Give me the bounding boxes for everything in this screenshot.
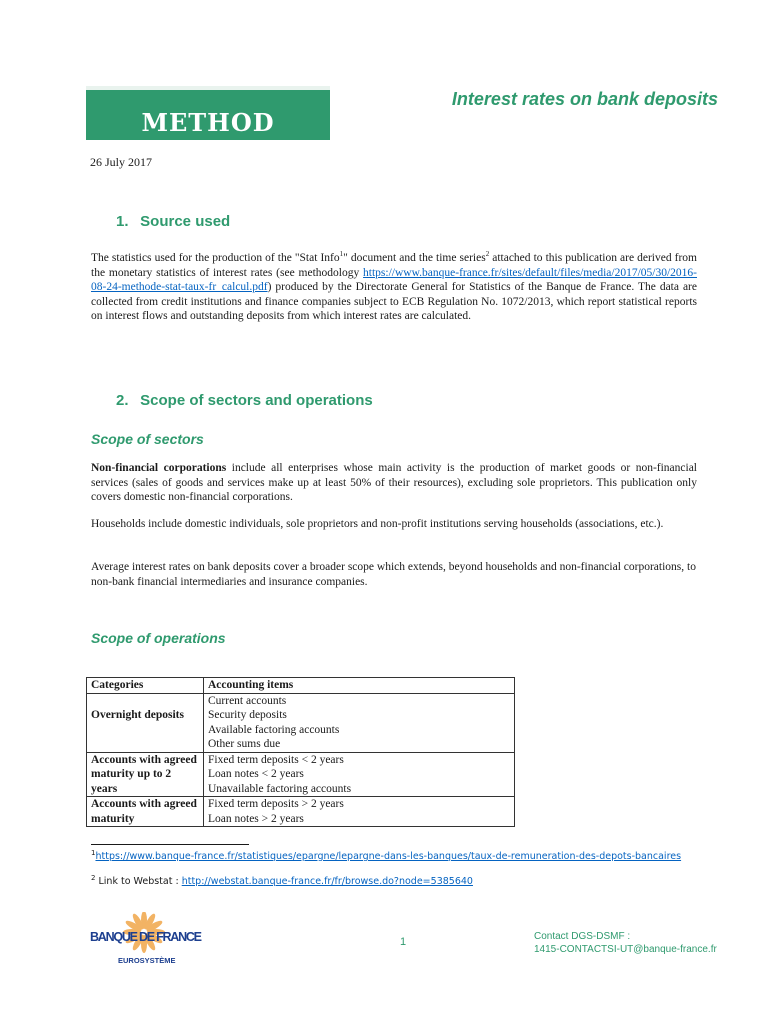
methodology-link[interactable]: https://www.banque-france.fr/sites/default/files/media/2017/05/30/2016-08-24-methode-stat-taux-fr_calcul.pdf: [91, 266, 697, 293]
nfc-paragraph: Non-financial corporations include all enterprises whose main activity is the production of market goods or non-financial services (sales of goods and services make up at least 50% of their resources), excluding sole proprietors. This publication only covers domestic non-financial corporations.: [91, 462, 698, 503]
svg-text:EUROSYSTÈME: EUROSYSTÈME: [118, 956, 176, 965]
source-paragraph: The statistics used for the production of the "Stat Info$^1$" document and the time series$^2$ attached to this publication are derived from the monetary statistics of interest rates (see methodology https://www.banque-france.fr/sites/default/files/media/2017/05/30/2016-08-24-methode-stat-taux-fr_calcul.pdf) produced by the Directorate General for Statistics of the Banque de France. The data are collected from credit institutions and finance companies subject to ECB Regulation No. 1072/2013, which report statistical reports on interest flows and outstanding deposits from which interest rates are calculated.: [91, 250, 697, 322]
category-cell: Accounts with agreed maturity up to 2 years: [87, 752, 204, 797]
contact-info: Contact DGS-DSMF : 1415-CONTACTSI-UT@banque-france.fr: [534, 931, 717, 955]
header-categories: Categories: [87, 678, 204, 694]
average-rates-paragraph: Average interest rates on bank deposits cover a broader scope which extends, beyond households and non-financial corporations, to non-bank financial intermediaries and insurance companies.: [91, 561, 696, 588]
items-cell: Fixed term deposits > 2 years Loan notes > 2 years: [204, 797, 515, 827]
table-row: [87, 693, 515, 752]
document-date: 26 July 2017: [90, 155, 153, 169]
section-1-heading: 1. Source used: [116, 213, 231, 230]
svg-text:BANQUE DE FRANCE: BANQUE DE FRANCE: [90, 930, 202, 944]
table-header-row: [87, 678, 515, 694]
category-cell: Overnight deposits: [87, 693, 204, 752]
table-row: [87, 752, 515, 797]
footnote-2: $^2$ Link to Webstat : http://webstat.banque-france.fr/fr/browse.do?node=5385640: [91, 873, 473, 887]
method-banner: [86, 86, 330, 140]
header-accounting-items: Accounting items: [204, 678, 515, 694]
method-label: METHOD: [141, 108, 275, 137]
document-title: Interest rates on bank deposits: [451, 89, 718, 109]
footnote-2-link[interactable]: http://webstat.banque-france.fr/fr/browse.do?node=5385640: [181, 876, 473, 887]
footnote-1: $^1$https://www.banque-france.fr/statistiques/epargne/lepargne-dans-les-banques/taux-de-remuneration-des-depots-bancaires: [91, 848, 682, 862]
table-row: [87, 797, 515, 827]
households-paragraph: Households include domestic individuals, sole proprietors and non-profit institutions serving households (associations, etc.).: [91, 518, 664, 530]
items-cell: Current accounts Security deposits Available factoring accounts Other sums due: [204, 693, 515, 752]
scope-of-operations-heading: Scope of operations: [91, 630, 226, 646]
section-2-heading: 2. Scope of sectors and operations: [116, 392, 373, 409]
contact-email[interactable]: 1415-CONTACTSI-UT@banque-france.fr: [534, 944, 717, 955]
items-cell: Fixed term deposits < 2 years Loan notes < 2 years Unavailable factoring accounts: [204, 752, 515, 797]
category-cell: Accounts with agreed maturity: [87, 797, 204, 827]
footnote-divider: [91, 844, 249, 845]
operations-table: [86, 677, 515, 827]
banque-de-france-logo: [86, 912, 216, 968]
footnote-1-link[interactable]: https://www.banque-france.fr/statistiques/epargne/lepargne-dans-les-banques/taux-de-remuneration-des-depots-bancaires: [95, 851, 682, 862]
scope-of-sectors-heading: Scope of sectors: [91, 431, 204, 447]
page-number: 1: [400, 936, 407, 948]
